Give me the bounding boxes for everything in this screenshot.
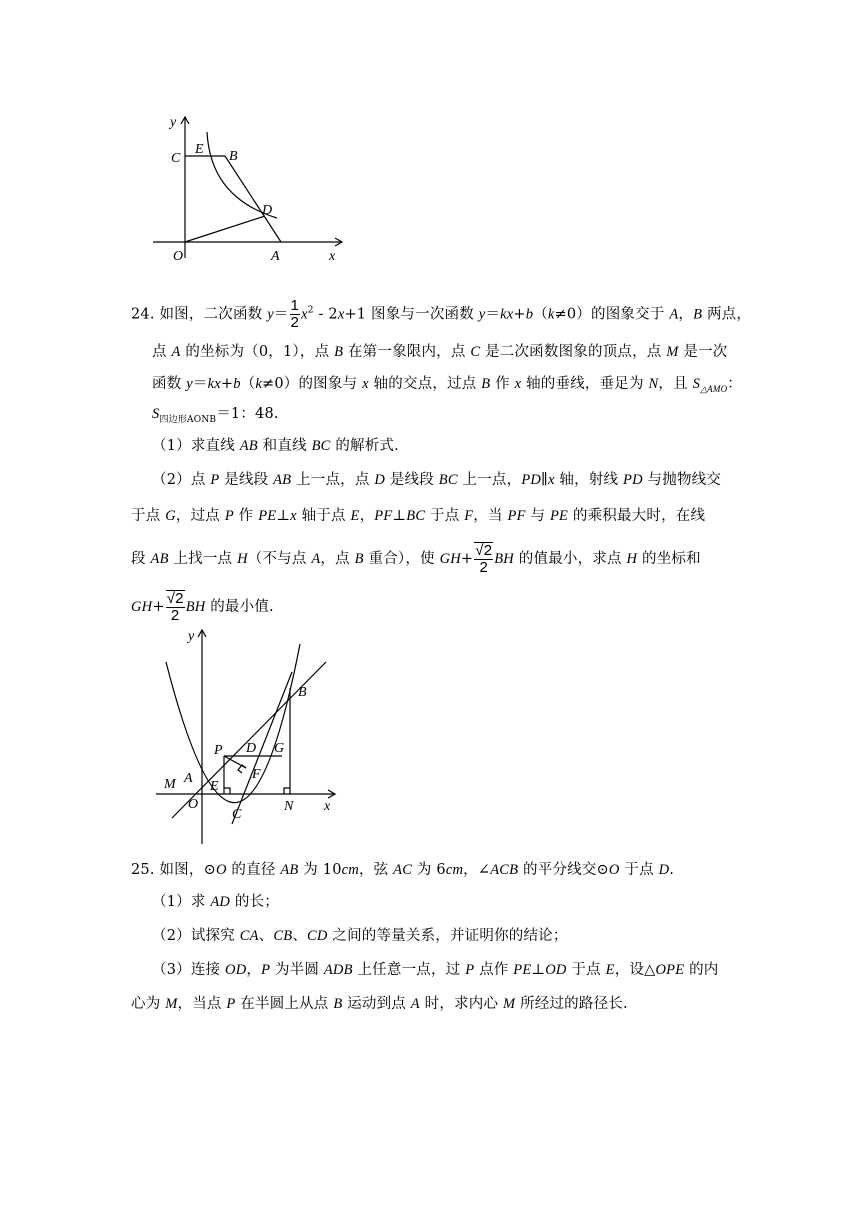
label-D: D	[262, 203, 273, 218]
fraction-half: $\frac{1}{2}$	[290, 297, 300, 331]
q24-line-1: 24. 如图，二次函数 y＝ $\frac{1}{2}$ $x^2 - 2x+1$ 图象与一次函数 y＝kx+b（k≠0）的图象交于 A，B 两点，	[131, 297, 752, 331]
label-y: y	[188, 629, 195, 644]
q24-part-2a: （2）点 P 是线段 AB 上一点，点 D 是线段 BC 上一点，PD∥x 轴，射线 PD 与抛物线交	[152, 472, 722, 488]
fraction-sqrt2-over-2: $\frac{√2}{2}$	[475, 542, 493, 576]
q24-part-2c: 段 AB 上找一点 H（不与点 A，点 B 重合），使 GH+ $\frac{√2}{2}$ BH 的值最小，求点 H 的坐标和	[131, 542, 701, 576]
label-E: E	[195, 142, 204, 157]
label-x: x	[329, 249, 336, 264]
q24-line-3: 函数 y＝kx+b（k≠0）的图象与 x 轴的交点，过点 B 作 x 轴的垂线，垂足为 N，且 $S_{\triangle AMO}$：	[152, 376, 742, 394]
label-O: O	[188, 797, 199, 812]
label-N: N	[284, 799, 294, 814]
label-B: B	[298, 685, 307, 700]
label-F: F	[252, 767, 261, 782]
figure-2-diagram	[150, 622, 350, 852]
label-A: A	[271, 249, 280, 264]
q24-part-2b: 于点 G，过点 P 作 PE⊥x 轴于点 E，PF⊥BC 于点 F，当 PF 与 PE 的乘积最大时，在线	[131, 508, 706, 524]
label-y: y	[170, 115, 177, 130]
q24-line-2: 点 A 的坐标为（0，1），点 B 在第一象限内，点 C 是二次函数图象的顶点，点 M 是一次	[152, 344, 728, 360]
q25-part-1: （1）求 AD 的长；	[152, 894, 279, 910]
right-angle-E	[224, 788, 230, 794]
label-O: O	[173, 249, 184, 264]
figure-1-diagram	[145, 108, 355, 266]
q25-line-1: 25. 如图，⊙O 的直径 AB 为 10cm，弦 AC 为 6cm，∠ACB 的平分线交⊙O 于点 D.	[131, 862, 675, 878]
label-M: M	[164, 777, 176, 792]
q25-part-3a: （3）连接 OD，P 为半圆 ADB 上任意一点，过 P 点作 PE⊥OD 于点 E，设△OPE 的内	[152, 962, 719, 978]
label-D: D	[246, 741, 257, 756]
label-A: A	[184, 771, 193, 786]
label-C: C	[171, 151, 181, 166]
fraction-sqrt2-over-2: $\frac{√2}{2}$	[166, 590, 184, 624]
q25-part-2: （2）试探究 CA、CB、CD 之间的等量关系，并证明你的结论；	[152, 928, 568, 944]
q24-line-4: $S_{四边形AONB}=1$：48.	[152, 406, 279, 425]
q24-part-2d: GH+ $\frac{√2}{2}$ BH 的最小值.	[131, 590, 274, 624]
segment-OD	[185, 216, 265, 242]
label-G: G	[274, 741, 285, 756]
label-P: P	[214, 743, 223, 758]
q24-part-1: （1）求直线 AB 和直线 BC 的解析式.	[152, 438, 399, 454]
segment-BA	[225, 156, 281, 242]
label-B: B	[229, 149, 238, 164]
label-x: x	[324, 799, 331, 814]
label-C: C	[232, 807, 242, 822]
q25-part-3b: 心为 M，当点 P 在半圆上从点 B 运动到点 A 时，求内心 M 所经过的路径长.	[131, 996, 628, 1012]
label-E: E	[210, 779, 219, 794]
right-angle-N	[284, 788, 290, 794]
